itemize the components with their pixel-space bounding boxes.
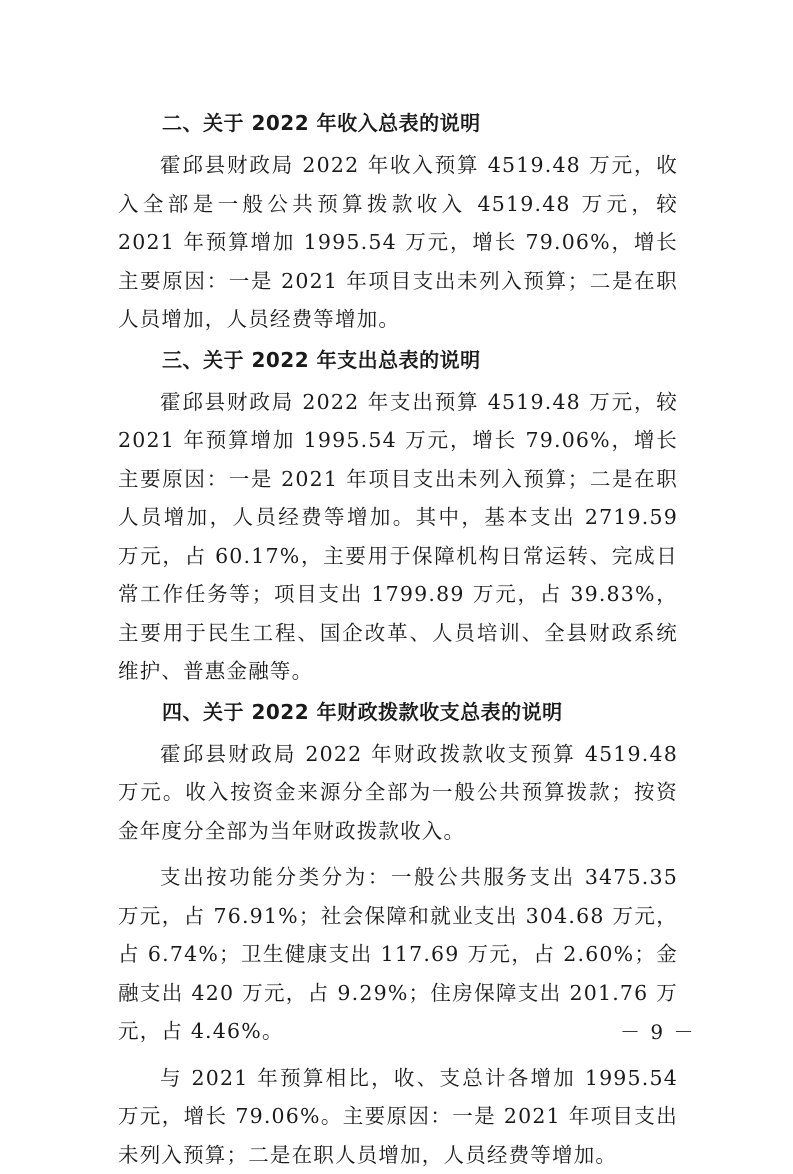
section3-paragraph: 霍邱县财政局 2022 年支出预算 4519.48 万元，较 2021 年预算增加 1995.54 万元，增长 79.06%，增长主要原因：一是 2021 年项目支出未列入预算；二是在职人员增加，人员经费等增加。其中，基本支出 2719.59 万元，占 60.17%，主要用于保障机构日常运转、完成日常工作任务等；项目支出 1799.89 万元，占 39.83%，主要用于民生工程、国企改革、人员培训、全县财政系统维护、普惠金融等。 xyxy=(118,383,678,691)
section3-heading: 三、关于 2022 年支出总表的说明 xyxy=(118,341,678,379)
section4-paragraph-1: 霍邱县财政局 2022 年财政拨款收支预算 4519.48 万元。收入按资金来源分全部为一般公共预算拨款；按资金年度分全部为当年财政拨款收入。 xyxy=(118,735,678,851)
section4-paragraph-3: 与 2021 年预算相比，收、支总计各增加 1995.54 万元，增长 79.06%。主要原因：一是 2021 年项目支出未列入预算；二是在职人员增加，人员经费等增加。 xyxy=(118,1059,678,1174)
page-number: － 9 － xyxy=(620,1016,695,1045)
section4-paragraph-2: 支出按功能分类分为：一般公共服务支出 3475.35 万元，占 76.91%；社会保障和就业支出 304.68 万元，占 6.74%；卫生健康支出 117.69 万元，占 2.60%；金融支出 420 万元，占 9.29%；住房保障支出 201.76 万元，占 4.46%。 xyxy=(118,858,678,1051)
section2-paragraph: 霍邱县财政局 2022 年收入预算 4519.48 万元，收入全部是一般公共预算拨款收入 4519.48 万元，较 2021 年预算增加 1995.54 万元，增长 79.06%，增长主要原因：一是 2021 年项目支出未列入预算；二是在职人员增加，人员经费等增加。 xyxy=(118,146,678,339)
document-body xyxy=(118,104,678,1174)
section4-heading: 四、关于 2022 年财政拨款收支总表的说明 xyxy=(118,693,678,731)
section2-heading: 二、关于 2022 年收入总表的说明 xyxy=(118,104,678,142)
